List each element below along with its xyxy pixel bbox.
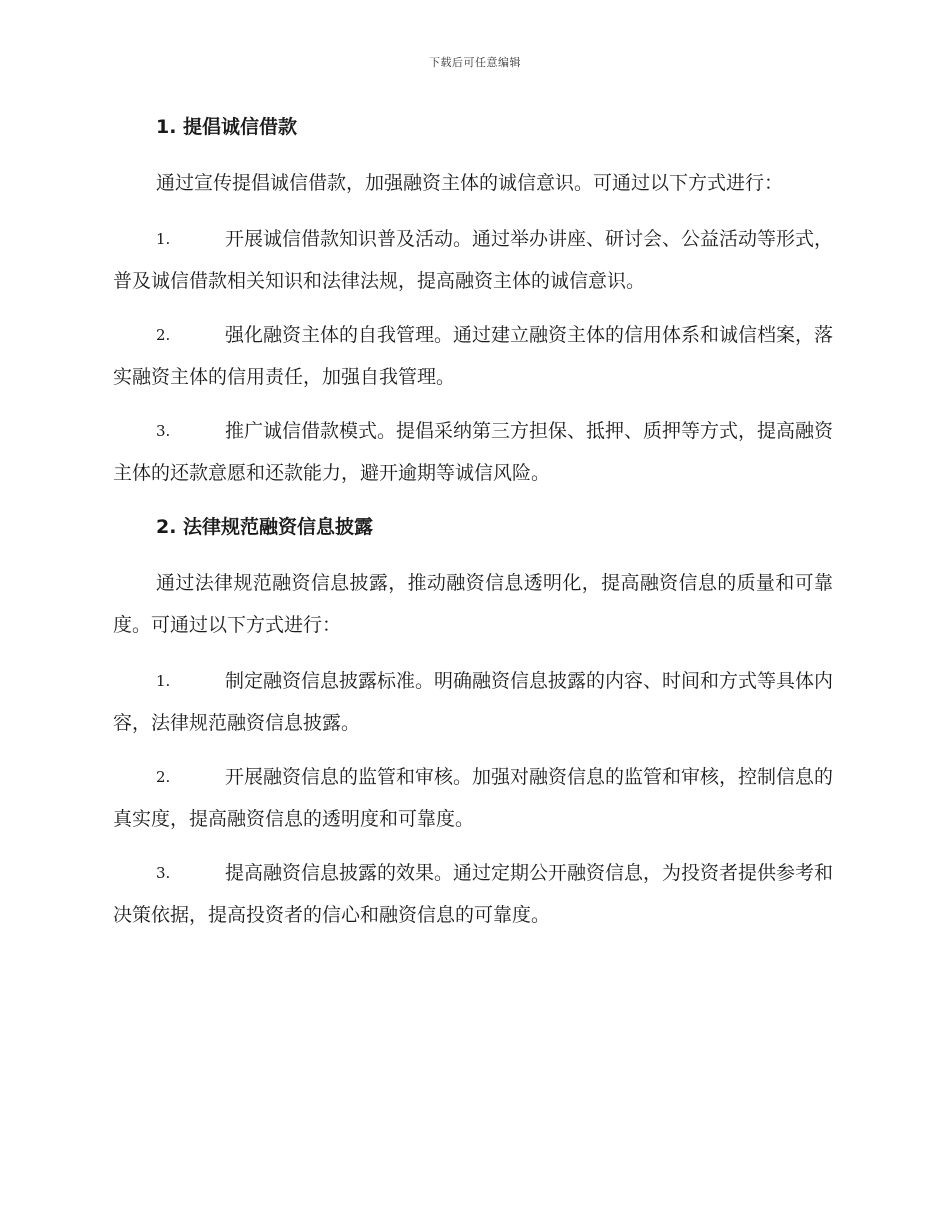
document-body xyxy=(113,110,833,936)
list-text: 开展融资信息的监管和审核。加强对融资信息的监管和审核，控制信息的真实度，提高融资信息的透明度和可靠度。 xyxy=(113,766,834,830)
list-number: 2. xyxy=(156,768,171,786)
list-item xyxy=(113,218,833,302)
list-item xyxy=(113,660,833,744)
list-text: 强化融资主体的自我管理。通过建立融资主体的信用体系和诚信档案，落实融资主体的信用责任，加强自我管理。 xyxy=(113,324,834,388)
page-header: 下载后可任意编辑 xyxy=(429,56,521,69)
section-2 xyxy=(113,510,833,936)
section-1 xyxy=(113,110,833,494)
section-intro: 通过法律规范融资信息披露，推动融资信息透明化，提高融资信息的质量和可靠度。可通过以下方式进行： xyxy=(113,572,833,636)
list-number: 3. xyxy=(156,422,171,440)
list-number: 1. xyxy=(156,672,171,690)
list-text: 制定融资信息披露标准。明确融资信息披露的内容、时间和方式等具体内容，法律规范融资信息披露。 xyxy=(113,670,834,734)
list-number: 2. xyxy=(156,326,171,344)
list-item xyxy=(113,314,833,398)
list-item xyxy=(113,756,833,840)
list-item xyxy=(113,410,833,494)
list-number: 3. xyxy=(156,864,171,882)
list-text: 提高融资信息披露的效果。通过定期公开融资信息，为投资者提供参考和决策依据，提高投资者的信心和融资信息的可靠度。 xyxy=(113,862,834,926)
section-heading: 1. 提倡诚信借款 xyxy=(156,116,298,138)
list-text: 推广诚信借款模式。提倡采纳第三方担保、抵押、质押等方式，提高融资主体的还款意愿和还款能力，避开逾期等诚信风险。 xyxy=(113,420,834,484)
list-number: 1. xyxy=(156,230,171,248)
section-intro: 通过宣传提倡诚信借款，加强融资主体的诚信意识。可通过以下方式进行： xyxy=(156,172,784,194)
section-heading: 2. 法律规范融资信息披露 xyxy=(156,516,374,538)
list-item xyxy=(113,852,833,936)
list-text: 开展诚信借款知识普及活动。通过举办讲座、研讨会、公益活动等形式，普及诚信借款相关知识和法律法规，提高融资主体的诚信意识。 xyxy=(113,228,834,292)
